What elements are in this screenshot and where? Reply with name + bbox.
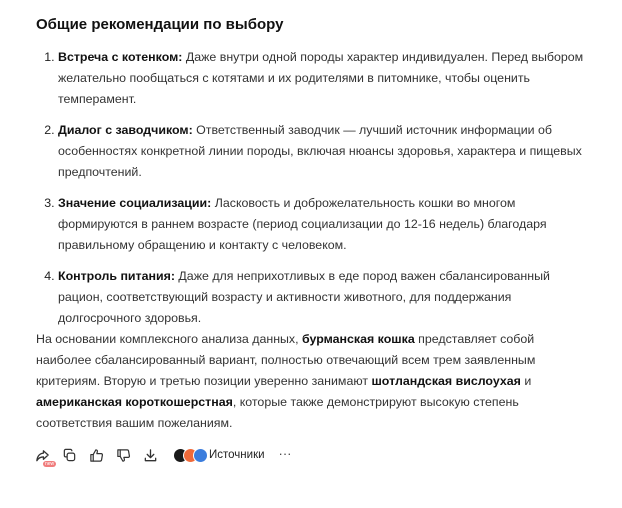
list-item	[58, 193, 598, 256]
copy-icon	[62, 448, 77, 463]
list-item	[58, 120, 598, 183]
download-icon	[143, 448, 158, 463]
item-title: Контроль питания:	[58, 269, 175, 283]
dislike-button[interactable]	[114, 446, 132, 464]
summary-text: , которые также демонстрируют высокую степень соответствия вашим пожеланиям.	[36, 395, 519, 430]
item-text: Ответственный заводчик — лучший источник информации об особенностях конкретной линии породы, включая нюансы здоровья, характера и пищевых предпочтений.	[58, 123, 582, 179]
item-title: Значение социализации:	[58, 196, 212, 210]
summary-highlight: бурманская кошка	[302, 332, 415, 346]
list-item	[58, 266, 598, 329]
source-favicon-icon	[193, 448, 208, 463]
list-item	[58, 47, 598, 110]
summary-highlight: шотландская вислоухая	[371, 374, 521, 388]
share-button[interactable]	[33, 446, 55, 467]
new-badge: new	[45, 461, 55, 467]
item-text: Ласковость и доброжелательность кошки во многом формируются в раннем возрасте (период социализации до 12-16 недель) благодаря правильному обращению и контакту с человеком.	[58, 196, 547, 252]
summary-text: представляет собой наиболее сбалансированный вариант, полностью отвечающий всем трем заявленным критериям. Вторую и третью позиции уверенно занимают	[36, 332, 536, 388]
summary-text: и	[520, 374, 532, 388]
item-text: Даже для неприхотливых в еде пород важен сбалансированный рацион, соответствующий возрасту и активности животного, для поддержания долгосрочного здоровья.	[58, 269, 550, 325]
answer-toolbar	[33, 446, 333, 466]
thumbs-up-icon	[89, 448, 104, 463]
item-title: Встреча с котенком:	[58, 50, 183, 64]
download-button[interactable]	[141, 446, 159, 464]
like-button[interactable]	[87, 446, 105, 464]
item-text: Даже внутри одной породы характер индивидуален. Перед выбором желательно пообщаться с котятами и их родителями в питомнике, чтобы оценить темперамент.	[58, 50, 584, 106]
thumbs-down-icon	[116, 448, 131, 463]
summary-text: На основании комплексного анализа данных,	[36, 332, 303, 346]
summary-paragraph	[36, 329, 592, 434]
source-favicons	[173, 448, 209, 462]
sources-label: Источники	[209, 449, 265, 461]
more-options-button[interactable]: ···	[278, 446, 292, 461]
section-heading: Общие рекомендации по выбору	[36, 16, 284, 33]
summary-highlight: американская короткошерстная	[36, 395, 233, 409]
copy-button[interactable]	[60, 446, 78, 464]
recommendations-list	[40, 47, 598, 339]
item-title: Диалог с заводчиком:	[58, 123, 193, 137]
sources-button[interactable]	[173, 446, 265, 464]
